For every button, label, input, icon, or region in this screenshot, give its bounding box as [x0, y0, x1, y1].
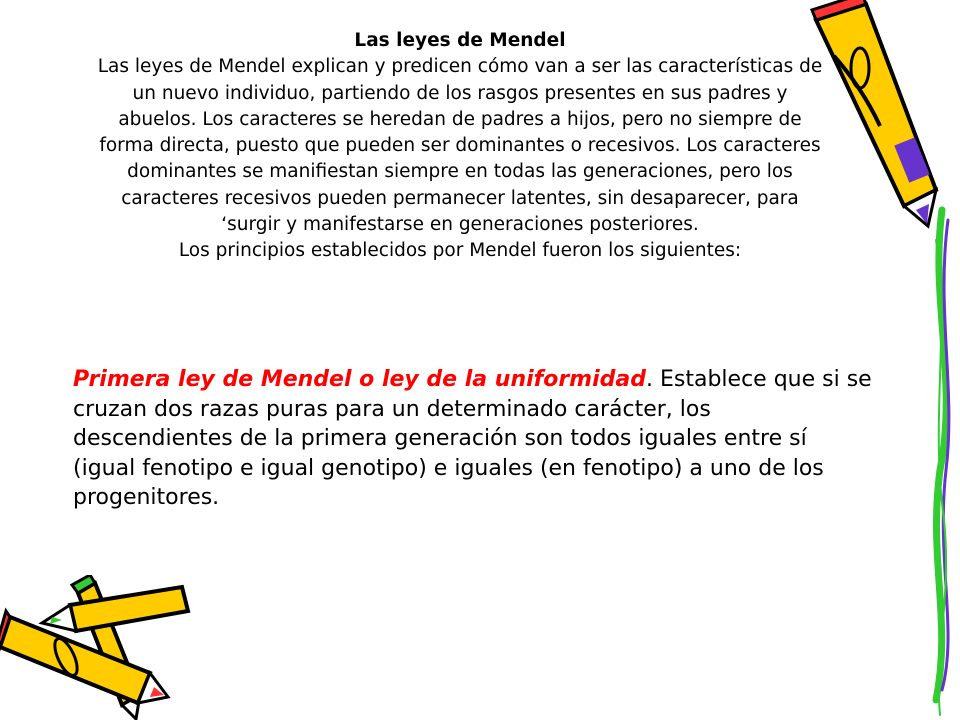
intro-paragraph: Las leyes de Mendel explican y predicen cómo van a ser las características de un nuevo individuo, partiendo de los rasgos presentes en sus padres y abuelos. Los caracteres se heredan de padres a hijos, pero no siempre de forma directa, puesto que pueden ser dominantes o recesivos. Los caracteres dominantes se manifiestan siempre en todas las generaciones, pero los caracteres recesivos pueden permanecer latentes, sin desaparecer, para ‘surgir y manifestarse en generaciones posteriores. [97, 56, 823, 236]
page-title: Las leyes de Mendel [354, 30, 566, 51]
pencil-icon [796, 0, 946, 230]
pencils-icon [0, 575, 200, 720]
principles-intro: Los principios establecidos por Mendel fueron los siguientes: [178, 240, 742, 262]
first-law-paragraph [73, 365, 873, 513]
intro-section [96, 28, 824, 265]
first-law-body: . Establece que si se cruzan dos razas puras para un determinado carácter, los descendientes de la primera generación son todos iguales entre sí (igual fenotipo e igual genotipo) e iguales (en fenotipo) a uno de los progenitores. [73, 367, 872, 510]
first-law-title: Primera ley de Mendel o ley de la uniformidad [73, 367, 646, 392]
